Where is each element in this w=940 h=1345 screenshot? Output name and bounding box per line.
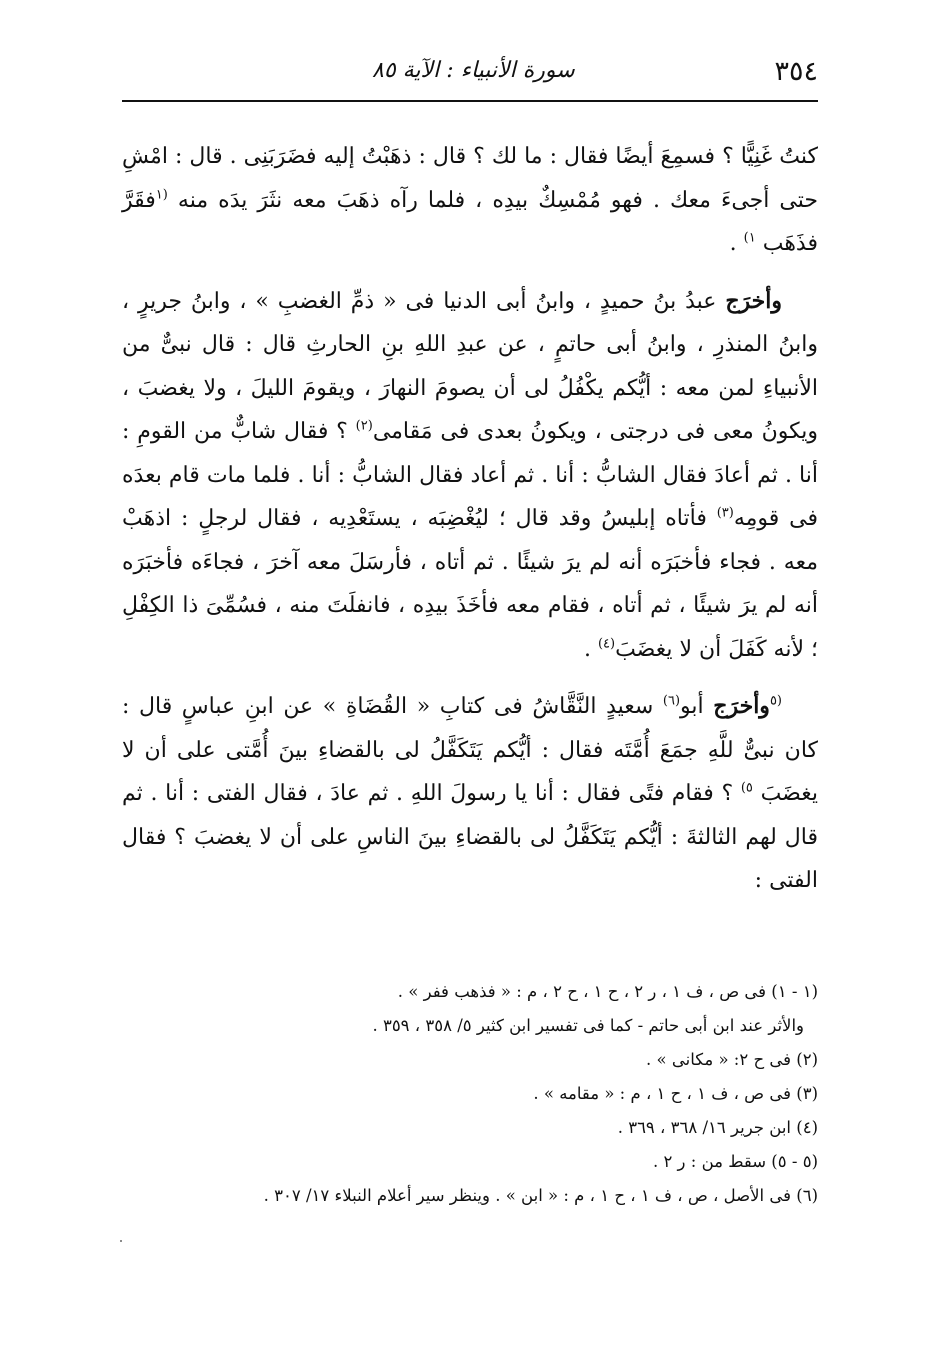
paragraph-1: كنتُ غَنِيًّا ؟ فسمِعَ أيضًا فقال : ما لك ؟ قال : ذهَبْتُ إليه فضَرَبَنِى . قال : امْشِ حتى أجىءَ معك . فهو مُمْسِكٌ بيدِه ، فلما رآه ذهَبَ معه نثَرَ يدَه منه $^{(١}$فقَرَّ فذَهَب $^{١)}$ . xyxy=(122,144,818,256)
footnote-3: (٣) فى ص ، ف ١ ، ح ١ ، م : « مقامه » . xyxy=(533,1084,818,1103)
page-header xyxy=(122,52,818,96)
footnote-1-continuation: والأثر عند ابن أبى حاتم - كما فى تفسير ابن كثير ٥/ ٣٥٨ ، ٣٥٩ . xyxy=(372,1016,804,1035)
main-text xyxy=(122,135,818,903)
footnote-6: (٦) فى الأصل ، ص ، ف ١ ، ح ١ ، م : « ابن » . وينظر سير أعلام النبلاء ١٧/ ٣٠٧ . xyxy=(263,1186,818,1205)
footnote-ref-5-close: ٥) xyxy=(740,780,753,796)
footnote-ref-5-open: (٥ xyxy=(769,693,782,709)
footnote-ref-1-open: (١ xyxy=(155,187,168,203)
header-rule xyxy=(122,100,818,102)
footnote-ref-3: (٣) xyxy=(716,505,734,521)
scan-speck xyxy=(120,1240,122,1242)
paragraph-lead-word: وأخرَج xyxy=(725,287,782,314)
footnote-ref-6: (٦) xyxy=(662,693,681,709)
footnote-ref-4: (٤) xyxy=(597,636,616,652)
footnote-5: (٥ - ٥) سقط من : ر ٢ . xyxy=(652,1152,818,1171)
paragraph-lead-word: وأخرَج xyxy=(713,693,770,719)
paragraph-2: وأخرَج عبدُ بنُ حميدٍ ، وابنُ أبى الدنيا فى « ذمِّ الغضبِ » ، وابنُ جريرٍ ، وابنُ المنذرِ ، وابنُ أبى حاتمٍ ، عن عبدِ اللهِ بنِ الحارثِ قال : قال نبىٌّ من الأنبياءِ لمن معه : أيُّكم يكْفُلُ لى أن يصومَ النهارَ ، ويقومَ الليلَ ، ولا يغضبَ ، ويكونُ معى فى درجتى ، ويكونُ بعدى فى مَقامى$^{(٢)}$ ؟ فقال شابٌّ من القومِ : أنا . ثم أعادَ فقال الشابُّ : أنا . ثم أعاد فقال الشابُّ : أنا . فلما مات قام بعدَه فى قومِه$^{(٣)}$ فأتاه إبليسُ وقد قال ؛ ليُغْضِبَه ، يستَعْدِيه ، فقال لرجلٍ : اذهَبْ معه . فجاء فأخبَرَه أنه لم يرَ شيئًا . ثم أتاه ، فأرسَلَ معه آخرَ ، فجاءَه فأخبَرَه أنه لم يرَ شيئًا ، ثم أتاه ، فقام معه فأخَذَ بيدِه ، فانفلَتَ منه ، فسُمِّىَ ذا الكِفْلِ ؛ لأنه كَفَلَ أن لا يغضَبَ$^{(٤)}$ . xyxy=(122,287,818,662)
footnote-ref-2: (٢) xyxy=(355,418,373,434)
footnote-4: (٤) ابن جرير ١٦/ ٣٦٨ ، ٣٦٩ . xyxy=(617,1118,818,1137)
footnote-2: (٢) فى ح ٢: « مكانى » . xyxy=(646,1050,818,1069)
paragraph-3: $^{(٥}$وأخرَج أبو$^{(٦)}$ سعيدٍ النَّقَّاشُ فى كتابِ « القُضَاةِ » عن ابنِ عباسٍ قال : كان نبىٌّ للَّهِ جمَعَ أُمَّتَه فقال : أيُّكم يَتَكَفَّلُ لى بالقضاءِ بينَ أُمَّتى على أن لا يغضَبَ $^{٥)}$ ؟ فقام فتًى فقال : أنا يا رسولَ اللهِ . ثم عادَ ، فقال الفتى : أنا . ثم قال لهم الثالثةَ : أيُّكم يَتَكَفَّلُ لى بالقضاءِ بينَ الناسِ على أن لا يغضبَ ؟ فقال الفتى : xyxy=(122,693,818,893)
footnote-1: (١ - ١) فى ص ، ف ١ ، ر ٢ ، ح ١ ، ح ٢ ، م : « فذهب ففر » . xyxy=(397,982,818,1001)
running-title: سورة الأنبياء : الآية ٨٥ xyxy=(372,58,575,83)
page-number: ٣٥٤ xyxy=(774,56,818,87)
footnotes xyxy=(200,975,818,1213)
footnote-ref-1-close: ١) xyxy=(743,230,756,246)
